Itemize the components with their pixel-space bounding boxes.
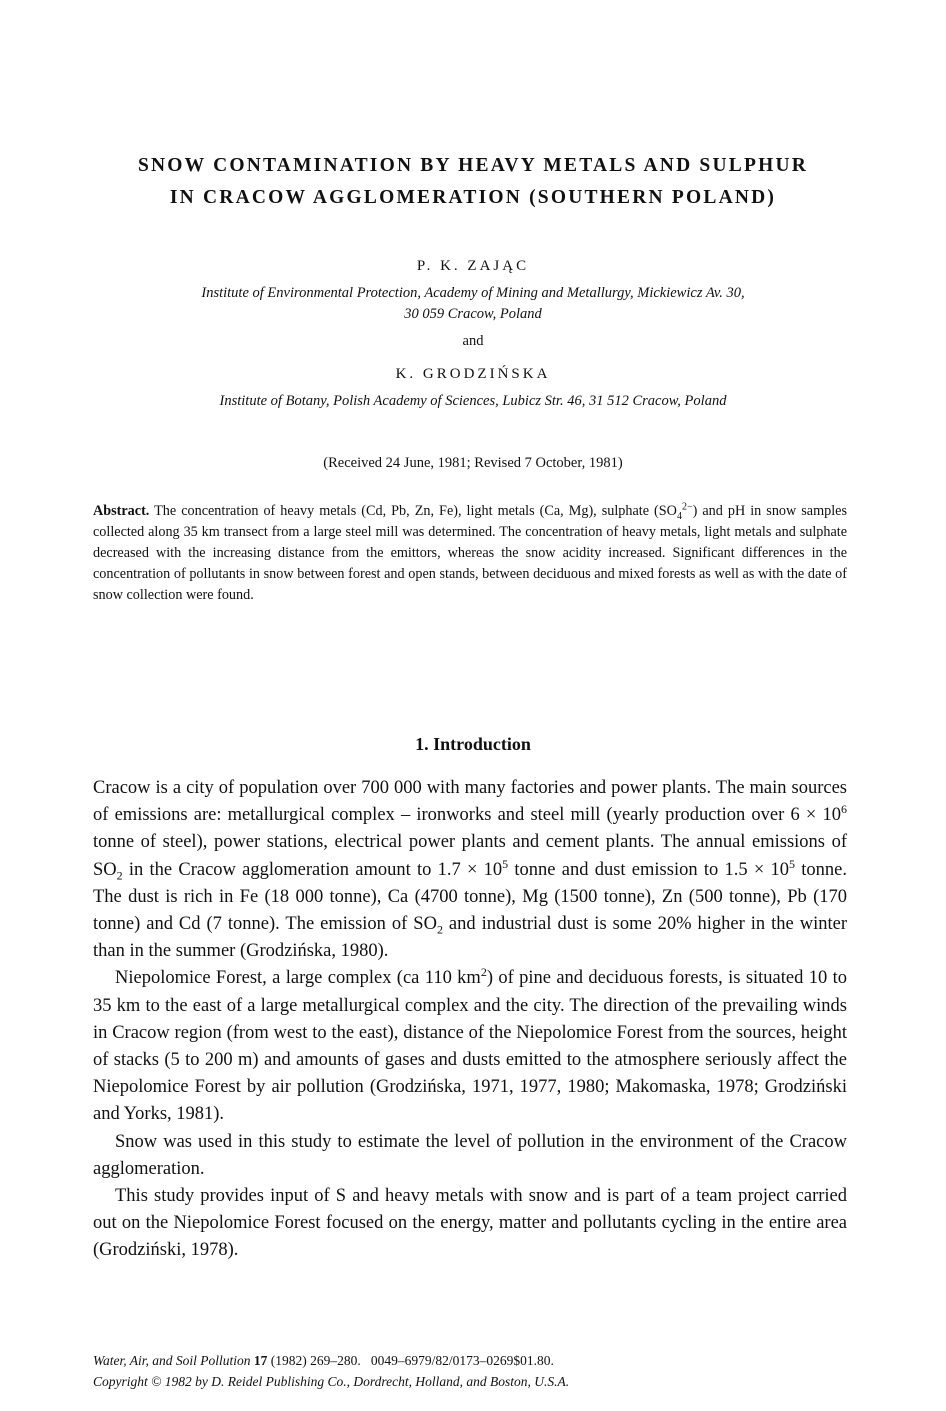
abstract-sub: 4 [676,510,682,522]
author-2-affiliation-line-1: Institute of Botany, Polish Academy of Sciences, Lubicz Str. 46, 31 512 Cracow, Poland [219,393,727,409]
received-dates: (Received 24 June, 1981; Revised 7 October, 1981) [323,455,623,471]
p2-text-b: ) of pine and deciduous forests, is situated 10 to 35 km to the east of a large metallurgical complex and the city. The direction of the prevailing winds in Cracow region (from west to the east), distance of the Niepolomice Forest from the sources, height of stacks (5 to 200 m) and amounts of gases and dusts emitted to the atmosphere seriously affect the Niepolomice Forest by air pollution (Grodzińska, 1971, 1977, 1980; Makomaska, 1978; Grodziński and Yorks, 1981). [93,968,847,1125]
p2-text-a: Niepolomice Forest, a large complex (ca 110 km [115,968,481,989]
paper-title [60,150,886,214]
journal-volume: 17 [253,1353,268,1368]
paragraph-3: Snow was used in this study to estimate the level of pollution in the environment of the Cracow agglomeration. [93,1131,847,1179]
paragraph-2 [93,965,847,1128]
p1-sup-1: 6 [841,802,847,817]
author-1-affiliation [110,283,836,325]
p1-text-e: tonne. The dust is rich in Fe (18 000 tonne), Ca (4700 tonne), Mg (1500 tonne), Zn (500 tonne), Pb (170 tonne) and Cd (7 tonne). The emission of SO [93,859,847,935]
p1-sup-3: 5 [789,856,796,871]
article-code: 0049–6979/82/0173–0269$01.80. [370,1353,554,1368]
author-2-name: K. GRODZIŃSKA [395,366,551,382]
paragraph-4: This study provides input of S and heavy metals with snow and is part of a team project carried out on the Niepolomice Forest focused on the energy, matter and pollutants cycling in the entire area (Grodziński, 1978). [93,1186,847,1261]
p1-text-b: tonne of steel), power stations, electrical power plants and cement plants. The annual emissions of SO [93,832,847,880]
p1-sub-2: 2 [436,922,443,937]
journal-name: Water, Air, and Soil Pollution [93,1353,251,1368]
paragraph-1 [93,775,847,965]
abstract [93,501,847,606]
p1-sup-2: 5 [502,856,509,871]
p1-text-f: and industrial dust is some 20% higher in the winter than in the summer (Grodzińska, 1980). [93,914,847,962]
section-heading-introduction: 1. Introduction [415,734,531,754]
abstract-label: Abstract. [93,503,150,519]
citation-line [93,1350,847,1371]
p1-text-c: in the Cracow agglomeration amount to 1.7 × 10 [122,859,503,880]
p1-text-d: tonne and dust emission to 1.5 × 10 [508,859,790,880]
p1-text-a: Cracow is a city of population over 700 000 with many factories and power plants. The main sources of emissions are: metallurgical complex – ironworks and steel mill (yearly production over 6 × 10 [93,778,847,826]
author-2-affiliation [110,391,836,412]
p1-sub-1: 2 [116,868,123,883]
title-line-1: SNOW CONTAMINATION BY HEAVY METALS AND SULPHUR [137,155,809,176]
author-1-name: P. K. ZAJĄC [416,258,530,274]
author-conjunction: and [462,333,484,349]
journal-pages: (1982) 269–280. [270,1353,361,1368]
abstract-sup: 2− [681,501,693,513]
introduction-body [93,775,847,1265]
author-1-affiliation-line-2: 30 059 Cracow, Poland [404,306,542,322]
p2-sup: 2 [480,965,487,980]
page-footer [93,1350,847,1392]
abstract-text-2: ) and pH in snow samples collected along 35 km transect from a large steel mill was determined. The concentration of heavy metals, light metals and sulphate decreased with the increasing distance from the emittors, whereas the snow acidity increased. Significant differences in the concentration of pollutants in snow between forest and open stands, between deciduous and mixed forests as well as with the date of snow collection were found. [93,503,847,603]
copyright-line: Copyright © 1982 by D. Reidel Publishing Co., Dordrecht, Holland, and Boston, U.S.A. [93,1374,570,1389]
author-1-affiliation-line-1: Institute of Environmental Protection, Academy of Mining and Metallurgy, Mickiewicz Av. 30, [201,285,745,301]
title-line-2: IN CRACOW AGGLOMERATION (SOUTHERN POLAND) [169,187,777,208]
abstract-text-1: The concentration of heavy metals (Cd, Pb, Zn, Fe), light metals (Ca, Mg), sulphate (SO [154,503,677,519]
